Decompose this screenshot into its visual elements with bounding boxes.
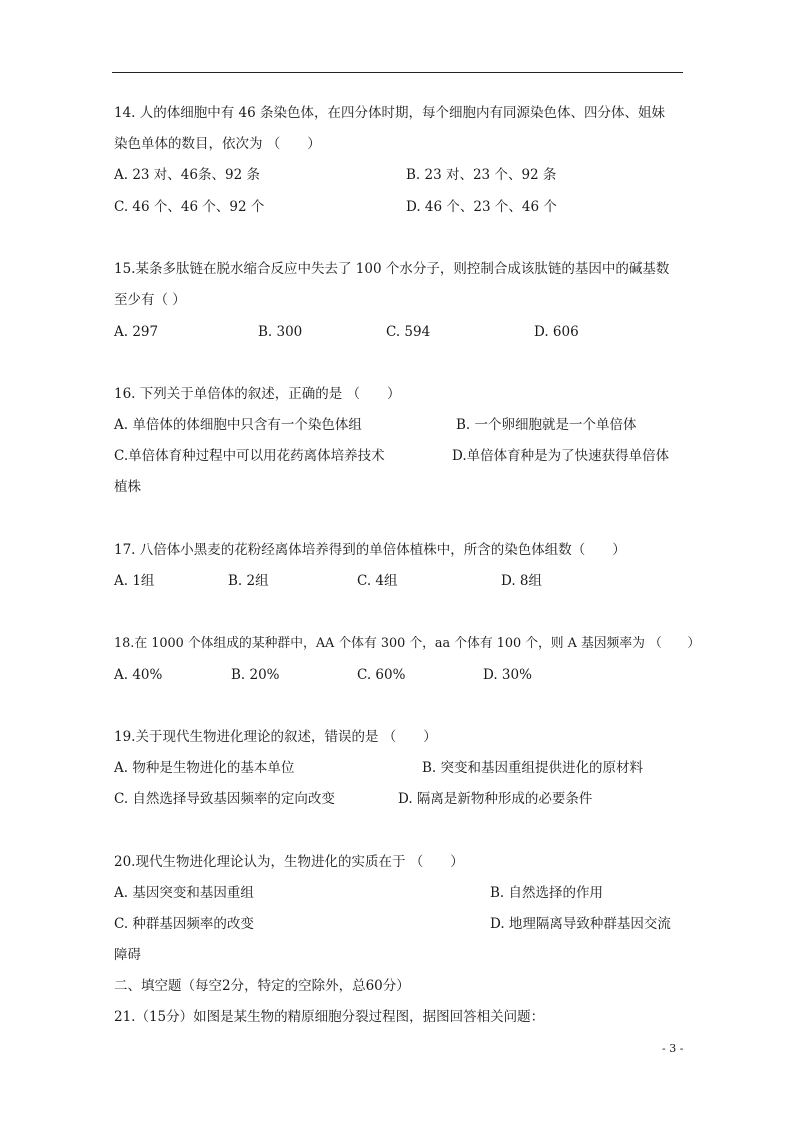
- q19-stem: 19.关于现代生物进化理论的叙述，错误的是 （ ）: [114, 729, 437, 745]
- q17-stem: 17. 八倍体小黑麦的花粉经离体培养得到的单倍体植株中，所含的染色体组数（ ）: [114, 542, 626, 558]
- q17-option-b: B. 2组: [228, 573, 269, 589]
- q18-stem: 18.在 1000 个体组成的某种群中，AA 个体有 300 个，aa 个体有 100 个，则 A 基因频率为 （ ）: [114, 636, 701, 651]
- q21-stem: 21.（15分）如图是某生物的精原细胞分裂过程图，据图回答相关问题：: [114, 1009, 545, 1025]
- q16-stem: 16. 下列关于单倍体的叙述，正确的是 （ ）: [114, 386, 401, 402]
- q20-option-a: A. 基因突变和基因重组: [114, 885, 254, 901]
- q20-option-c: C. 种群基因频率的改变: [114, 916, 254, 932]
- q17-option-d: D. 8组: [501, 573, 543, 589]
- q16-option-a: A. 单倍体的体细胞中只含有一个染色体组: [114, 417, 362, 433]
- q15-stem-line-1: 15.某条多肽链在脱水缩合反应中失去了 100 个水分子，则控制合成该肽链的基因中的碱基数: [114, 261, 670, 277]
- q16-option-d: D.单倍体育种是为了快速获得单倍体: [452, 448, 670, 464]
- q17-option-c: C. 4组: [357, 573, 398, 589]
- q19-option-b: B. 突变和基因重组提供进化的原材料: [422, 760, 644, 776]
- q15-option-a: A. 297: [114, 324, 159, 340]
- q17-option-a: A. 1组: [114, 573, 155, 589]
- q15-stem-line-2: 至少有（ ）: [114, 292, 186, 308]
- q14-option-b: B. 23 对、23 个、92 条: [406, 167, 557, 183]
- q14-option-c: C. 46 个、46 个、92 个: [114, 199, 265, 215]
- q19-option-c: C. 自然选择导致基因频率的定向改变: [114, 791, 335, 807]
- q15-option-b: B. 300: [258, 324, 303, 340]
- q18-option-a: A. 40%: [114, 667, 163, 683]
- q18-option-c: C. 60%: [357, 667, 406, 683]
- q18-option-b: B. 20%: [231, 667, 280, 683]
- q16-option-c: C.单倍体育种过程中可以用花药离体培养技术: [114, 448, 385, 464]
- q20-stem: 20.现代生物进化理论认为，生物进化的实质在于 （ ）: [114, 854, 464, 870]
- q19-option-a: A. 物种是生物进化的基本单位: [114, 760, 295, 776]
- q14-stem-line-1: 14. 人的体细胞中有 46 条染色体，在四分体时期，每个细胞内有同源染色体、四分体、姐妹: [114, 105, 666, 121]
- section-title: 二、填空题（每空2分，特定的空除外，总60分）: [114, 978, 410, 994]
- q16-option-d-continuation: 植株: [114, 479, 141, 495]
- q15-option-c: C. 594: [386, 324, 431, 340]
- page-number: - 3 -: [662, 1042, 684, 1055]
- q20-option-b: B. 自然选择的作用: [490, 885, 604, 901]
- q14-option-d: D. 46 个、23 个、46 个: [406, 199, 557, 215]
- q16-option-b: B. 一个卵细胞就是一个单倍体: [456, 417, 637, 433]
- q14-stem-line-2: 染色单体的数目，依次为 （ ）: [114, 136, 321, 152]
- q19-option-d: D. 隔离是新物种形成的必要条件: [398, 791, 593, 807]
- q20-option-d-continuation: 障碍: [114, 947, 141, 963]
- q15-option-d: D. 606: [534, 324, 579, 340]
- q18-option-d: D. 30%: [483, 667, 532, 683]
- header-rule: [112, 72, 683, 73]
- q20-option-d: D. 地理隔离导致种群基因交流: [490, 916, 671, 932]
- q14-option-a: A. 23 对、46条、92 条: [114, 167, 260, 183]
